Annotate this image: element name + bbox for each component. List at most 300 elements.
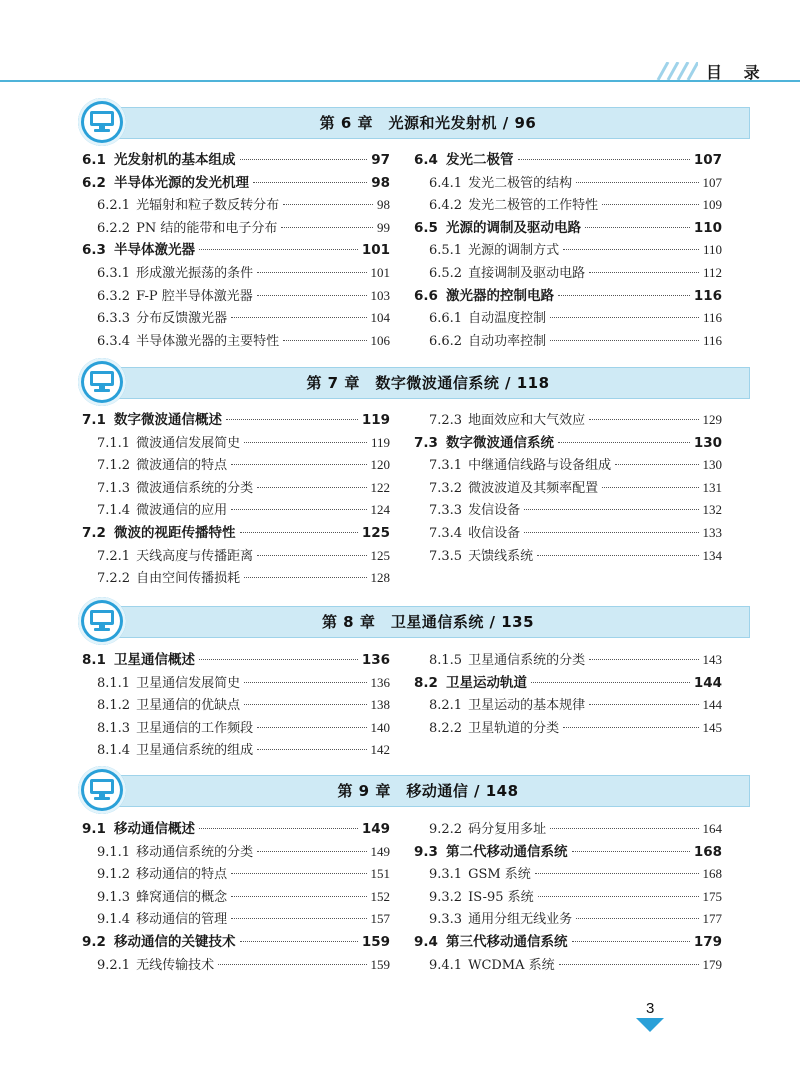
toc-dot-leader xyxy=(257,272,366,273)
toc-entry-title: 无线传输技术 xyxy=(136,957,215,973)
toc-entry-page: 142 xyxy=(370,742,390,758)
toc-entry-number: 6.4 xyxy=(414,152,438,168)
toc-entry-page: 159 xyxy=(361,933,390,950)
computer-icon xyxy=(88,778,116,802)
toc-entry-number: 6.5.1 xyxy=(429,243,463,259)
toc-subsection-entry[interactable] xyxy=(82,307,390,330)
computer-icon xyxy=(88,110,116,134)
toc-subsection-entry[interactable] xyxy=(82,217,390,240)
toc-subsection-entry[interactable] xyxy=(82,672,390,695)
toc-entry-page: 130 xyxy=(693,434,722,451)
toc-entry-title: 发光二极管的工作特性 xyxy=(468,198,599,214)
toc-entry-title: 收信设备 xyxy=(468,525,521,541)
toc-entry-title: 微波通信发展简史 xyxy=(136,435,241,451)
toc-entry-page: 109 xyxy=(702,197,722,213)
page-number: 3 xyxy=(646,1000,655,1017)
toc-dot-leader xyxy=(535,873,699,874)
toc-entry-page: 168 xyxy=(702,866,722,882)
toc-subsection-entry[interactable] xyxy=(82,886,390,909)
toc-dot-leader xyxy=(615,464,698,465)
toc-entry-number: 6.4.2 xyxy=(429,198,463,214)
toc-entry-page: 175 xyxy=(702,888,722,904)
toc-entry-title: 蜂窝通信的概念 xyxy=(136,889,228,905)
toc-entry-title: 光发射机的基本组成 xyxy=(114,152,236,168)
toc-dot-leader xyxy=(589,659,698,660)
chapter-badge xyxy=(78,358,126,406)
toc-dot-leader xyxy=(585,227,690,228)
toc-entry-title: 发信设备 xyxy=(468,503,521,519)
toc-dot-leader xyxy=(563,727,698,728)
toc-subsection-entry[interactable] xyxy=(414,307,722,330)
toc-entry-page: 144 xyxy=(702,697,722,713)
toc-entry-number: 9.3.3 xyxy=(429,912,463,928)
toc-entry-title: 移动通信的关键技术 xyxy=(114,933,236,950)
toc-dot-leader xyxy=(589,272,699,273)
toc-dot-leader xyxy=(244,704,366,705)
toc-entry-page: 133 xyxy=(702,524,722,540)
toc-entry-number: 6.3.2 xyxy=(97,288,131,304)
toc-section-entry[interactable] xyxy=(414,672,722,695)
toc-entry-page: 145 xyxy=(702,719,722,735)
toc-entry-number: 6.6 xyxy=(414,287,438,304)
toc-entry-title: WCDMA 系统 xyxy=(468,957,555,973)
toc-dot-leader xyxy=(231,918,366,919)
toc-dot-leader xyxy=(518,159,690,160)
chapter-heading-7 xyxy=(78,358,750,406)
toc-entry-title: F-P 腔半导体激光器 xyxy=(136,288,253,304)
toc-section-entry[interactable] xyxy=(414,432,722,455)
page-arrow-icon xyxy=(636,1018,664,1032)
toc-subsection-entry[interactable] xyxy=(414,954,722,977)
toc-entry-title: 移动通信系统的分类 xyxy=(136,844,254,860)
toc-entry-page: 132 xyxy=(702,502,722,518)
toc-entry-title: 卫星通信概述 xyxy=(114,652,195,668)
toc-subsection-entry[interactable] xyxy=(82,330,390,353)
chapter-title-bar xyxy=(106,775,750,807)
toc-column-right xyxy=(414,818,722,976)
toc-entry-number: 7.1.3 xyxy=(97,480,131,496)
toc-dot-leader xyxy=(281,227,373,228)
toc-dot-leader xyxy=(244,682,366,683)
toc-section-entry[interactable] xyxy=(414,841,722,864)
toc-entry-page: 134 xyxy=(702,547,722,563)
toc-column-left xyxy=(82,149,390,352)
toc-entry-page: 140 xyxy=(370,719,390,735)
toc-subsection-entry[interactable] xyxy=(82,908,390,931)
toc-entry-number: 9.3 xyxy=(414,843,438,860)
toc-entry-page: 110 xyxy=(702,242,722,258)
toc-entry-title: 光辐射和粒子数反转分布 xyxy=(136,198,280,214)
toc-entry-page: 112 xyxy=(702,264,722,280)
toc-entry-number: 8.2.1 xyxy=(429,698,463,714)
toc-subsection-entry[interactable] xyxy=(414,330,722,353)
toc-dot-leader xyxy=(558,295,690,296)
toc-dot-leader xyxy=(218,964,366,965)
toc-entry-number: 7.2.3 xyxy=(429,413,463,428)
chapter-badge xyxy=(78,766,126,814)
toc-entry-title: 半导体激光器 xyxy=(114,242,195,259)
toc-entry-title: 卫星通信系统的分类 xyxy=(468,653,586,668)
toc-entry-page: 98 xyxy=(371,174,390,191)
toc-entry-number: 9.1.2 xyxy=(97,867,131,883)
toc-subsection-entry[interactable] xyxy=(82,545,390,568)
computer-icon xyxy=(88,370,116,394)
toc-dot-leader xyxy=(257,749,366,750)
toc-entry-page: 106 xyxy=(370,332,390,348)
toc-entry-number: 6.2 xyxy=(82,174,106,191)
toc-entry-number: 9.1 xyxy=(82,821,106,837)
toc-entry-page: 101 xyxy=(370,264,390,280)
toc-entry-page: 179 xyxy=(702,956,722,972)
toc-entry-number: 7.3 xyxy=(414,434,438,451)
toc-entry-title: 自动功率控制 xyxy=(468,333,547,349)
toc-entry-number: 8.1.1 xyxy=(97,675,131,691)
toc-subsection-entry[interactable] xyxy=(82,717,390,740)
toc-dot-leader xyxy=(226,419,358,420)
toc-entry-page: 149 xyxy=(370,843,390,859)
toc-entry-title: 形成激光振荡的条件 xyxy=(136,265,254,281)
toc-entry-page: 152 xyxy=(370,888,390,904)
toc-entry-title: 中继通信线路与设备组成 xyxy=(468,458,612,474)
toc-entry-page: 116 xyxy=(702,332,722,348)
toc-entry-page: 128 xyxy=(370,570,390,586)
toc-subsection-entry[interactable] xyxy=(414,886,722,909)
toc-dot-leader xyxy=(572,941,690,942)
toc-entry-title: PN 结的能带和电子分布 xyxy=(136,220,278,236)
toc-section-entry[interactable] xyxy=(414,931,722,954)
toc-entry-page: 116 xyxy=(702,310,722,326)
toc-subsection-entry[interactable] xyxy=(82,841,390,864)
toc-entry-page: 151 xyxy=(370,866,390,882)
toc-entry-page: 104 xyxy=(370,310,390,326)
toc-dot-leader xyxy=(257,727,366,728)
toc-entry-title: 直接调制及驱动电路 xyxy=(468,265,586,281)
toc-entry-title: 光源的调制方式 xyxy=(468,243,560,259)
toc-entry-number: 7.1 xyxy=(82,412,106,428)
running-header-title: 目 录 xyxy=(706,63,768,82)
toc-entry-number: 7.3.3 xyxy=(429,503,463,519)
toc-dot-leader xyxy=(572,851,690,852)
toc-subsection-entry[interactable] xyxy=(414,863,722,886)
toc-entry-title: 天馈线系统 xyxy=(468,548,534,564)
chapter-title-bar xyxy=(106,107,750,139)
toc-entry-number: 9.1.3 xyxy=(97,889,131,905)
toc-entry-title: 微波波道及其频率配置 xyxy=(468,480,599,496)
toc-section-entry[interactable] xyxy=(82,239,390,262)
chapter-title: 第 8 章 卫星通信系统 / 135 xyxy=(321,613,535,631)
chapter-title-bar xyxy=(106,606,750,638)
toc-dot-leader xyxy=(531,682,690,683)
toc-entry-title: 卫星通信的工作频段 xyxy=(136,720,254,736)
toc-entry-page: 131 xyxy=(702,479,722,495)
toc-subsection-entry[interactable] xyxy=(414,694,722,717)
toc-dot-leader xyxy=(257,851,366,852)
toc-column-right xyxy=(414,409,722,567)
toc-subsection-entry[interactable] xyxy=(82,194,390,217)
toc-subsection-entry[interactable] xyxy=(82,454,390,477)
toc-entry-page: 99 xyxy=(377,219,390,235)
toc-entry-number: 6.3.1 xyxy=(97,265,131,281)
toc-section-entry[interactable] xyxy=(414,285,722,308)
toc-dot-leader xyxy=(602,204,698,205)
toc-dot-leader xyxy=(231,464,366,465)
toc-dot-leader xyxy=(240,532,358,533)
toc-entry-title: GSM 系统 xyxy=(468,867,531,883)
chapter-heading-6 xyxy=(78,98,750,146)
toc-subsection-entry[interactable] xyxy=(414,545,722,568)
toc-dot-leader xyxy=(257,295,367,296)
toc-dot-leader xyxy=(558,442,690,443)
toc-column-left xyxy=(82,818,390,976)
toc-subsection-entry[interactable] xyxy=(82,262,390,285)
toc-entry-number: 6.4.1 xyxy=(429,175,463,191)
toc-subsection-entry[interactable] xyxy=(414,194,722,217)
toc-subsection-entry[interactable] xyxy=(414,172,722,195)
toc-entry-number: 9.3.1 xyxy=(429,867,463,883)
toc-entry-number: 7.1.1 xyxy=(97,435,131,451)
toc-entry-title: 卫星运动的基本规律 xyxy=(468,698,586,714)
toc-entry-title: 数字微波通信系统 xyxy=(446,434,554,451)
toc-column-right xyxy=(414,649,722,739)
toc-entry-number: 9.2.1 xyxy=(97,957,131,973)
toc-dot-leader xyxy=(589,704,698,705)
toc-section-entry[interactable] xyxy=(82,649,390,672)
toc-entry-title: 数字微波通信概述 xyxy=(114,412,222,428)
toc-entry-number: 6.3.4 xyxy=(97,333,131,349)
toc-entry-title: 激光器的控制电路 xyxy=(446,287,554,304)
toc-subsection-entry[interactable] xyxy=(82,432,390,455)
toc-entry-page: 97 xyxy=(371,152,390,168)
toc-entry-page: 122 xyxy=(370,479,390,495)
toc-entry-number: 6.2.1 xyxy=(97,198,131,214)
toc-dot-leader xyxy=(537,555,698,556)
toc-entry-number: 6.5.2 xyxy=(429,265,463,281)
toc-section-entry[interactable] xyxy=(82,172,390,195)
toc-entry-title: 微波通信系统的分类 xyxy=(136,480,254,496)
toc-entry-page: 168 xyxy=(693,843,722,860)
toc-entry-page: 164 xyxy=(702,821,722,836)
toc-subsection-entry[interactable] xyxy=(414,262,722,285)
toc-entry-number: 6.2.2 xyxy=(97,220,131,236)
computer-icon xyxy=(88,609,116,633)
toc-entry-page: 120 xyxy=(370,457,390,473)
toc-entry-number: 6.6.2 xyxy=(429,333,463,349)
toc-dot-leader xyxy=(602,487,698,488)
toc-subsection-entry[interactable] xyxy=(414,454,722,477)
toc-entry-title: IS-95 系统 xyxy=(468,889,534,905)
chapter-title-bar xyxy=(106,367,750,399)
toc-entry-page: 101 xyxy=(361,242,390,259)
toc-entry-number: 7.1.4 xyxy=(97,503,131,519)
toc-entry-title: 移动通信的管理 xyxy=(136,912,228,928)
toc-dot-leader xyxy=(550,340,699,341)
toc-dot-leader xyxy=(550,317,699,318)
toc-entry-page: 125 xyxy=(370,547,390,563)
toc-column-left xyxy=(82,409,390,590)
toc-section-entry[interactable] xyxy=(82,409,390,432)
toc-entry-number: 8.1.4 xyxy=(97,743,131,759)
toc-entry-title: 半导体激光器的主要特性 xyxy=(136,333,280,349)
toc-dot-leader xyxy=(240,159,368,160)
toc-subsection-entry[interactable] xyxy=(414,908,722,931)
toc-entry-number: 8.1 xyxy=(82,652,106,668)
toc-entry-title: 第二代移动通信系统 xyxy=(446,843,568,860)
toc-dot-leader xyxy=(199,659,358,660)
toc-entry-title: 卫星通信系统的组成 xyxy=(136,743,254,759)
toc-section-entry[interactable] xyxy=(414,217,722,240)
toc-entry-number: 9.4.1 xyxy=(429,957,463,973)
toc-entry-number: 7.2.2 xyxy=(97,571,131,587)
toc-dot-leader xyxy=(231,896,366,897)
toc-subsection-entry[interactable] xyxy=(82,694,390,717)
toc-entry-page: 138 xyxy=(370,697,390,713)
toc-entry-page: 110 xyxy=(693,219,722,236)
toc-entry-number: 8.2 xyxy=(414,674,438,691)
toc-entry-number: 6.6.1 xyxy=(429,311,463,327)
toc-entry-page: 107 xyxy=(693,152,722,168)
toc-entry-page: 107 xyxy=(702,174,722,190)
toc-entry-number: 9.2 xyxy=(82,933,106,950)
toc-entry-page: 177 xyxy=(702,911,722,927)
toc-entry-title: 微波的视距传播特性 xyxy=(114,524,236,541)
toc-entry-number: 7.2 xyxy=(82,524,106,541)
chapter-title: 第 7 章 数字微波通信系统 / 118 xyxy=(306,374,550,392)
header-stripes-decoration xyxy=(652,62,698,80)
header-rule xyxy=(0,80,800,82)
toc-dot-leader xyxy=(538,896,699,897)
toc-entry-page: 179 xyxy=(693,933,722,950)
toc-entry-title: 卫星轨道的分类 xyxy=(468,720,560,736)
toc-entry-number: 9.2.2 xyxy=(429,822,463,837)
toc-subsection-entry[interactable] xyxy=(82,477,390,500)
toc-subsection-entry[interactable] xyxy=(82,499,390,522)
toc-dot-leader xyxy=(283,340,366,341)
toc-entry-title: 地面效应和大气效应 xyxy=(468,413,586,428)
toc-subsection-entry[interactable] xyxy=(414,818,722,841)
toc-entry-title: 码分复用多址 xyxy=(468,822,547,837)
chapter-heading-8 xyxy=(78,597,750,645)
chapter-badge xyxy=(78,597,126,645)
toc-entry-number: 9.4 xyxy=(414,933,438,950)
toc-subsection-entry[interactable] xyxy=(414,522,722,545)
toc-column-left xyxy=(82,649,390,762)
toc-dot-leader xyxy=(244,442,367,443)
toc-section-entry[interactable] xyxy=(414,149,722,172)
toc-dot-leader xyxy=(283,204,373,205)
toc-entry-number: 7.2.1 xyxy=(97,548,131,564)
toc-dot-leader xyxy=(253,182,367,183)
toc-entry-page: 136 xyxy=(370,674,390,690)
toc-entry-page: 119 xyxy=(361,412,390,428)
toc-entry-title: 第三代移动通信系统 xyxy=(446,933,568,950)
toc-entry-number: 8.1.5 xyxy=(429,653,463,668)
toc-entry-number: 6.3 xyxy=(82,242,106,259)
chapter-badge xyxy=(78,98,126,146)
toc-dot-leader xyxy=(257,487,366,488)
toc-subsection-entry[interactable] xyxy=(414,409,722,432)
toc-entry-title: 移动通信的特点 xyxy=(136,867,228,883)
toc-dot-leader xyxy=(524,509,698,510)
toc-entry-title: 卫星运动轨道 xyxy=(446,674,527,691)
toc-dot-leader xyxy=(244,577,366,578)
toc-entry-title: 天线高度与传播距离 xyxy=(136,548,254,564)
toc-section-entry[interactable] xyxy=(82,522,390,545)
toc-entry-title: 移动通信概述 xyxy=(114,821,195,837)
toc-entry-title: 光源的调制及驱动电路 xyxy=(446,219,581,236)
toc-entry-number: 7.1.2 xyxy=(97,458,131,474)
toc-subsection-entry[interactable] xyxy=(414,477,722,500)
toc-section-entry[interactable] xyxy=(82,818,390,841)
toc-entry-number: 7.3.4 xyxy=(429,525,463,541)
chapter-heading-9 xyxy=(78,766,750,814)
toc-entry-page: 157 xyxy=(370,911,390,927)
toc-subsection-entry[interactable] xyxy=(82,567,390,590)
toc-entry-title: 半导体光源的发光机理 xyxy=(114,174,249,191)
chapter-title: 第 6 章 光源和光发射机 / 96 xyxy=(319,114,537,132)
toc-entry-page: 125 xyxy=(361,524,390,541)
toc-entry-page: 144 xyxy=(693,674,722,691)
toc-entry-title: 自动温度控制 xyxy=(468,311,547,327)
toc-entry-page: 136 xyxy=(361,652,390,668)
toc-entry-page: 159 xyxy=(370,956,390,972)
toc-entry-page: 124 xyxy=(370,502,390,518)
toc-entry-number: 6.1 xyxy=(82,152,106,168)
toc-entry-title: 发光二极管的结构 xyxy=(468,175,573,191)
toc-entry-number: 8.1.2 xyxy=(97,698,131,714)
toc-section-entry[interactable] xyxy=(82,149,390,172)
toc-dot-leader xyxy=(576,918,698,919)
toc-dot-leader xyxy=(199,828,358,829)
toc-dot-leader xyxy=(589,419,698,420)
toc-subsection-entry[interactable] xyxy=(414,649,722,672)
toc-entry-title: 自由空间传播损耗 xyxy=(136,571,241,587)
chapter-title: 第 9 章 移动通信 / 148 xyxy=(337,782,519,800)
toc-entry-number: 9.1.4 xyxy=(97,912,131,928)
toc-entry-title: 卫星通信发展简史 xyxy=(136,675,241,691)
toc-entry-number: 7.3.2 xyxy=(429,480,463,496)
toc-entry-number: 6.3.3 xyxy=(97,311,131,327)
toc-entry-title: 发光二极管 xyxy=(446,152,514,168)
toc-subsection-entry[interactable] xyxy=(82,739,390,762)
toc-entry-title: 通用分组无线业务 xyxy=(468,912,573,928)
toc-dot-leader xyxy=(199,249,358,250)
toc-entry-number: 9.1.1 xyxy=(97,844,131,860)
toc-subsection-entry[interactable] xyxy=(414,717,722,740)
toc-entry-page: 98 xyxy=(377,197,390,213)
toc-entry-page: 130 xyxy=(702,457,722,473)
toc-section-entry[interactable] xyxy=(82,931,390,954)
toc-column-right xyxy=(414,149,722,352)
toc-subsection-entry[interactable] xyxy=(82,285,390,308)
toc-entry-page: 116 xyxy=(693,287,722,304)
toc-subsection-entry[interactable] xyxy=(414,499,722,522)
toc-entry-number: 8.1.3 xyxy=(97,720,131,736)
toc-entry-page: 103 xyxy=(370,287,390,303)
toc-subsection-entry[interactable] xyxy=(414,239,722,262)
toc-entry-page: 143 xyxy=(702,652,722,667)
toc-subsection-entry[interactable] xyxy=(82,954,390,977)
toc-entry-title: 微波通信的应用 xyxy=(136,503,228,519)
toc-entry-title: 卫星通信的优缺点 xyxy=(136,698,241,714)
toc-entry-number: 7.3.5 xyxy=(429,548,463,564)
toc-subsection-entry[interactable] xyxy=(82,863,390,886)
toc-entry-number: 6.5 xyxy=(414,219,438,236)
toc-dot-leader xyxy=(257,555,366,556)
toc-entry-number: 9.3.2 xyxy=(429,889,463,905)
toc-dot-leader xyxy=(231,509,366,510)
toc-entry-page: 129 xyxy=(702,412,722,427)
toc-dot-leader xyxy=(240,941,358,942)
